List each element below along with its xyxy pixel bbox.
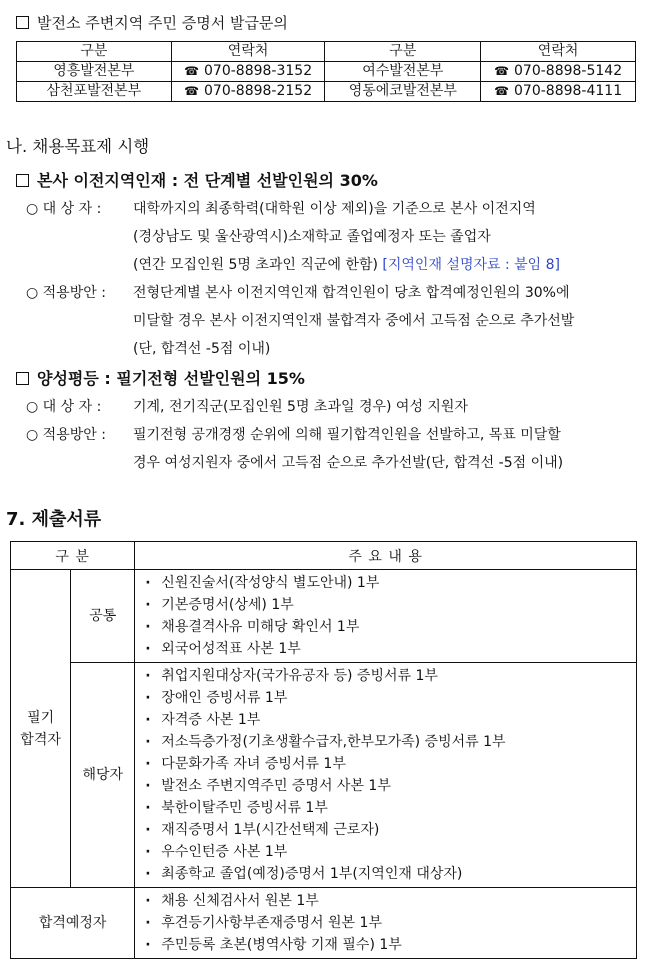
common-items bbox=[135, 570, 637, 663]
phone-icon: ☎ bbox=[494, 64, 510, 78]
table-row bbox=[11, 663, 637, 888]
list-item: · 주민등록 초본(병역사항 기재 필수) 1부 bbox=[145, 934, 636, 956]
gender-method-line-2: 경우 여성지원자 중에서 고득점 순으로 추가선발(단, 합격선 -5점 이내) bbox=[133, 455, 564, 471]
local-method-line-1: 전형단계별 본사 이전지역인재 합격인원이 당초 합격예정인원의 30%에 bbox=[133, 285, 570, 301]
phone-number: ☎ 070-8898-3152 bbox=[171, 62, 325, 82]
phone-number: ☎ 070-8898-5142 bbox=[481, 62, 636, 82]
table-row bbox=[11, 888, 637, 959]
written-pass-category: 필기 합격자 bbox=[11, 570, 71, 888]
documents-table bbox=[10, 541, 637, 959]
header-phone-1: 연락처 bbox=[171, 42, 325, 62]
list-item: · 자격증 사본 1부 bbox=[145, 709, 636, 731]
header-content: 주 요 내 용 bbox=[135, 542, 637, 570]
applicable-subcategory: 해당자 bbox=[71, 663, 135, 888]
list-item: · 후견등기사항부존재증명서 원본 1부 bbox=[145, 912, 636, 934]
list-item: · 채용결격사유 미해당 확인서 1부 bbox=[145, 616, 636, 638]
checkbox-square-icon bbox=[16, 174, 29, 187]
list-item: · 최종학교 졸업(예정)증명서 1부(지역인재 대상자) bbox=[145, 863, 636, 885]
office-name: 삼천포발전본부 bbox=[17, 82, 172, 102]
list-item: · 장애인 증빙서류 1부 bbox=[145, 687, 636, 709]
header-phone-2: 연락처 bbox=[481, 42, 636, 62]
gender-equality-title: 양성평등 : 필기전형 선발인원의 15% bbox=[16, 366, 305, 389]
phone-icon: ☎ bbox=[494, 84, 510, 98]
list-item: · 저소득층가정(기초생활수급자,한부모가족) 증빙서류 1부 bbox=[145, 731, 636, 753]
list-item: · 외국어성적표 사본 1부 bbox=[145, 638, 636, 660]
checkbox-square-icon bbox=[16, 16, 29, 29]
list-item: · 다문화가족 자녀 증빙서류 1부 bbox=[145, 753, 636, 775]
contact-table-header bbox=[17, 42, 636, 62]
local-target-line-1: 대학까지의 최종학력(대학원 이상 제외)을 기준으로 본사 이전지역 bbox=[133, 201, 536, 217]
phone-number: ☎ 070-8898-2152 bbox=[171, 82, 325, 102]
phone-icon: ☎ bbox=[184, 64, 200, 78]
local-target-line-3: (연간 모집인원 5명 초과인 직군에 한함) [지역인재 설명자료 : 붙임 8] bbox=[133, 257, 560, 273]
table-row bbox=[11, 570, 637, 663]
office-name: 여수발전본부 bbox=[325, 62, 481, 82]
list-item: · 신원진술서(작성양식 별도안내) 1부 bbox=[145, 572, 636, 594]
local-target-line-2: (경상남도 및 울산광역시)소재학교 졸업예정자 또는 졸업자 bbox=[133, 229, 491, 245]
gender-target-line: 기계, 전기직군(모집인원 5명 초과일 경우) 여성 지원자 bbox=[133, 399, 468, 415]
table-row bbox=[17, 62, 636, 82]
gender-method-label: ○ 적용방안 : bbox=[26, 427, 106, 443]
section-7-heading: 7. 제출서류 bbox=[6, 509, 102, 530]
final-items bbox=[135, 888, 637, 959]
local-target-label: ○ 대 상 자 : bbox=[26, 201, 102, 217]
power-section-title: 발전소 주변지역 주민 증명서 발급문의 bbox=[16, 12, 288, 33]
office-name: 영흥발전본부 bbox=[17, 62, 172, 82]
common-subcategory: 공통 bbox=[71, 570, 135, 663]
list-item: · 우수인턴증 사본 1부 bbox=[145, 841, 636, 863]
gender-target-label: ○ 대 상 자 : bbox=[26, 399, 102, 415]
local-talent-title: 본사 이전지역인재 : 전 단계별 선발인원의 30% bbox=[16, 168, 378, 191]
list-item: · 기본증명서(상세) 1부 bbox=[145, 594, 636, 616]
final-pass-category: 합격예정자 bbox=[11, 888, 135, 959]
list-item: · 발전소 주변지역주민 증명서 사본 1부 bbox=[145, 775, 636, 797]
checkbox-square-icon bbox=[16, 372, 29, 385]
contact-table bbox=[16, 41, 636, 102]
local-method-line-2: 미달할 경우 본사 이전지역인재 불합격자 중에서 고득점 순으로 추가선발 bbox=[133, 313, 575, 329]
header-office-2: 구분 bbox=[325, 42, 481, 62]
gender-method-line-1: 필기전형 공개경쟁 순위에 의해 필기합격인원을 선발하고, 목표 미달할 bbox=[133, 427, 561, 443]
header-office-1: 구분 bbox=[17, 42, 172, 62]
header-category: 구 분 bbox=[11, 542, 135, 570]
local-talent-reference: [지역인재 설명자료 : 붙임 8] bbox=[382, 257, 560, 273]
section-na-heading: 나. 채용목표제 시행 bbox=[6, 137, 150, 156]
office-name: 영동에코발전본부 bbox=[325, 82, 481, 102]
list-item: · 채용 신체검사서 원본 1부 bbox=[145, 890, 636, 912]
table-row bbox=[17, 82, 636, 102]
list-item: · 북한이탈주민 증빙서류 1부 bbox=[145, 797, 636, 819]
local-method-label: ○ 적용방안 : bbox=[26, 285, 106, 301]
phone-icon: ☎ bbox=[184, 84, 200, 98]
phone-number: ☎ 070-8898-4111 bbox=[481, 82, 636, 102]
documents-table-header bbox=[11, 542, 637, 570]
applicable-items bbox=[135, 663, 637, 888]
list-item: · 취업지원대상자(국가유공자 등) 증빙서류 1부 bbox=[145, 665, 636, 687]
local-method-line-3: (단, 합격선 -5점 이내) bbox=[133, 341, 271, 357]
list-item: · 재직증명서 1부(시간선택제 근로자) bbox=[145, 819, 636, 841]
